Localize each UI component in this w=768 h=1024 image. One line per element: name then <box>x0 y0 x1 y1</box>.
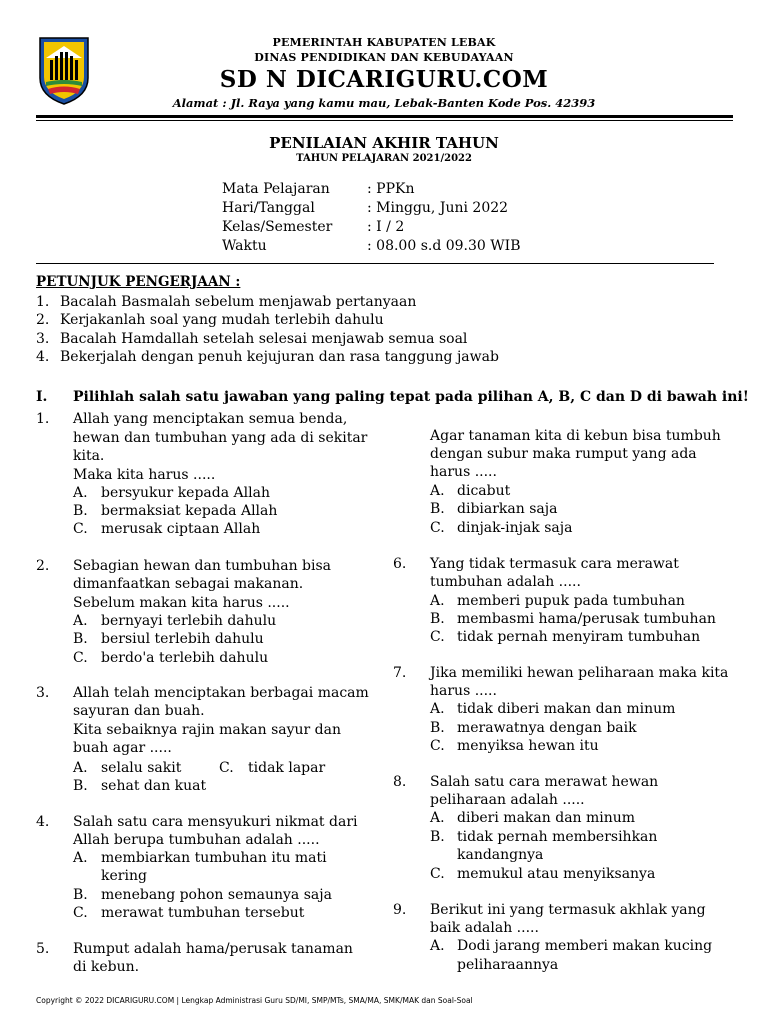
option-text: tidak pernah menyiram tumbuhan <box>457 629 701 645</box>
question-text: Allah berupa tumbuhan adalah ..... <box>73 832 320 848</box>
option-key: C. <box>430 866 445 882</box>
question-text: dimanfaatkan sebagai makanan. <box>73 576 304 592</box>
option-text: merusak ciptaan Allah <box>101 521 261 537</box>
question-number: 2. <box>36 558 50 574</box>
question-number: 9. <box>393 902 407 918</box>
question-text: Berikut ini yang termasuk akhlak yang <box>430 902 706 918</box>
meta-rule <box>36 263 714 264</box>
question-text: harus ..... <box>430 464 497 480</box>
option-text: dinjak-injak saja <box>457 520 573 536</box>
option-text: tidak lapar <box>248 760 326 776</box>
section-instruction: Pilihlah salah satu jawaban yang paling tepat pada pilihan A, B, C dan D di bawah ini! <box>73 389 749 405</box>
header-rule-thin <box>36 120 733 121</box>
option-text-continued: peliharaannya <box>457 957 559 973</box>
instruction-number: 1. <box>36 294 50 310</box>
option-text: bernyayi terlebih dahulu <box>101 613 277 629</box>
option-text: diberi makan dan minum <box>457 810 636 826</box>
option-key: C. <box>73 650 88 666</box>
option-text: merawatnya dengan baik <box>457 720 637 736</box>
meta-value-class: : I / 2 <box>367 219 405 235</box>
exam-subtitle: TAHUN PELAJARAN 2021/2022 <box>296 153 472 164</box>
instruction-text: Bekerjalah dengan penuh kejujuran dan rasa tanggung jawab <box>60 349 499 365</box>
option-text: dicabut <box>457 483 511 499</box>
instruction-text: Bacalah Basmalah sebelum menjawab pertanyaan <box>60 294 417 310</box>
question-text: di kebun. <box>73 959 140 975</box>
question-number: 8. <box>393 774 407 790</box>
question-text: harus ..... <box>430 683 497 699</box>
question-text: Kita sebaiknya rajin makan sayur dan <box>73 722 341 738</box>
question-number: 5. <box>36 941 50 957</box>
question-text: baik adalah ..... <box>430 920 539 936</box>
option-text: sehat dan kuat <box>101 778 207 794</box>
option-key: B. <box>430 501 445 517</box>
option-key: B. <box>73 503 88 519</box>
option-key: C. <box>73 905 88 921</box>
option-key: C. <box>430 520 445 536</box>
option-key: C. <box>430 629 445 645</box>
question-text: hewan dan tumbuhan yang ada di sekitar <box>73 430 368 446</box>
question-text: Rumput adalah hama/perusak tanaman <box>73 941 353 957</box>
question-text: dengan subur maka rumput yang ada <box>430 446 697 462</box>
option-text: tidak diberi makan dan minum <box>457 701 676 717</box>
question-text: kita. <box>73 448 105 464</box>
instruction-number: 4. <box>36 349 50 365</box>
option-key: B. <box>73 631 88 647</box>
copyright-footer: Copyright © 2022 DICARIGURU.COM | Lengkap Administrasi Guru SD/MI, SMP/MTs, SMA/MA, SMK/MAK dan Soal-Soal <box>36 996 473 1005</box>
header-rule-thick <box>36 115 733 118</box>
question-text: peliharaan adalah ..... <box>430 792 585 808</box>
option-text: menyiksa hewan itu <box>457 738 599 754</box>
question-text: Agar tanaman kita di kebun bisa tumbuh <box>430 428 721 444</box>
question-number: 1. <box>36 411 50 427</box>
question-number: 3. <box>36 685 50 701</box>
meta-value-subject: : PPKn <box>367 181 415 197</box>
option-text: membiarkan tumbuhan itu mati <box>101 850 327 866</box>
department-name: DINAS PENDIDIKAN DAN KEBUDAYAAN <box>254 51 514 64</box>
question-text: Salah satu cara merawat hewan <box>430 774 659 790</box>
option-key: B. <box>430 611 445 627</box>
question-text: Allah yang menciptakan semua benda, <box>73 411 348 427</box>
option-text: merawat tumbuhan tersebut <box>101 905 305 921</box>
option-key: B. <box>430 720 445 736</box>
meta-label-class: Kelas/Semester <box>222 219 333 235</box>
question-text: tumbuhan adalah ..... <box>430 574 581 590</box>
option-key: C. <box>73 521 88 537</box>
option-text: Dodi jarang memberi makan kucing <box>457 938 713 954</box>
question-number: 7. <box>393 665 407 681</box>
instruction-text: Kerjakanlah soal yang mudah terlebih dahulu <box>60 312 384 328</box>
option-key: B. <box>73 887 88 903</box>
school-name: SD N DICARIGURU.COM <box>219 66 549 93</box>
question-text: buah agar ..... <box>73 740 172 756</box>
option-text: tidak pernah membersihkan <box>457 829 658 845</box>
option-text: selalu sakit <box>101 760 182 776</box>
option-text: membasmi hama/perusak tumbuhan <box>457 611 716 627</box>
question-text: Jika memiliki hewan peliharaan maka kita <box>430 665 729 681</box>
question-text: Sebelum makan kita harus ..... <box>73 595 290 611</box>
question-text: Yang tidak termasuk cara merawat <box>430 556 679 572</box>
option-key: A. <box>430 483 445 499</box>
question-number: 4. <box>36 814 50 830</box>
question-text: Allah telah menciptakan berbagai macam <box>73 685 369 701</box>
option-key: A. <box>73 485 88 501</box>
option-key: A. <box>430 810 445 826</box>
instructions-title: PETUNJUK PENGERJAAN : <box>36 274 241 290</box>
question-text: sayuran dan buah. <box>73 703 205 719</box>
option-key: A. <box>430 938 445 954</box>
question-text: Maka kita harus ..... <box>73 467 216 483</box>
option-text: berdo'a terlebih dahulu <box>101 650 269 666</box>
option-key: A. <box>73 760 88 776</box>
option-text-continued: kering <box>101 868 147 884</box>
option-key: A. <box>73 850 88 866</box>
meta-value-date: : Minggu, Juni 2022 <box>367 200 509 216</box>
meta-value-time: : 08.00 s.d 09.30 WIB <box>367 238 521 254</box>
meta-label-subject: Mata Pelajaran <box>222 181 330 197</box>
option-text: bersiul terlebih dahulu <box>101 631 264 647</box>
exam-title: PENILAIAN AKHIR TAHUN <box>269 134 499 152</box>
option-text: menebang pohon semaunya saja <box>101 887 332 903</box>
option-text: dibiarkan saja <box>457 501 558 517</box>
option-key: A. <box>430 701 445 717</box>
instruction-number: 3. <box>36 331 50 347</box>
option-key: A. <box>430 593 445 609</box>
option-text-continued: kandangnya <box>457 847 544 863</box>
instruction-number: 2. <box>36 312 50 328</box>
school-address: Alamat : Jl. Raya yang kamu mau, Lebak-Banten Kode Pos. 42393 <box>172 96 596 110</box>
option-text: bermaksiat kepada Allah <box>101 503 278 519</box>
meta-label-date: Hari/Tanggal <box>222 200 315 216</box>
instruction-text: Bacalah Hamdallah setelah selesai menjawab semua soal <box>60 331 468 347</box>
government-name: PEMERINTAH KABUPATEN LEBAK <box>272 36 496 49</box>
meta-label-time: Waktu <box>222 238 267 254</box>
option-text: bersyukur kepada Allah <box>101 485 270 501</box>
option-key: C. <box>219 760 234 776</box>
option-key: A. <box>73 613 88 629</box>
option-text: memukul atau menyiksanya <box>457 866 656 882</box>
question-number: 6. <box>393 556 407 572</box>
question-text: Sebagian hewan dan tumbuhan bisa <box>73 558 332 574</box>
option-text: memberi pupuk pada tumbuhan <box>457 593 685 609</box>
option-key: B. <box>73 778 88 794</box>
option-key: B. <box>430 829 445 845</box>
question-text: Salah satu cara mensyukuri nikmat dari <box>73 814 358 830</box>
section-number: I. <box>36 389 48 405</box>
option-key: C. <box>430 738 445 754</box>
